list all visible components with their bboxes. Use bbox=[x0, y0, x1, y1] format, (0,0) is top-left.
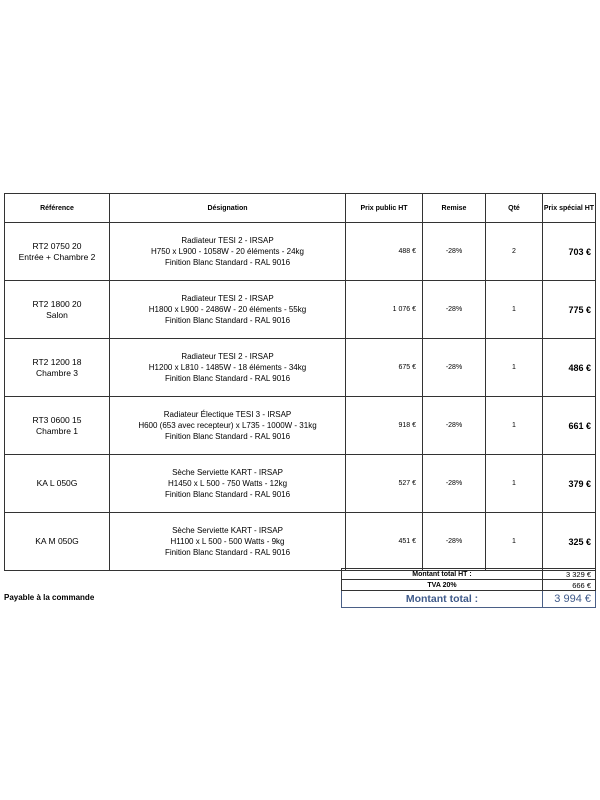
product-finish: Finition Blanc Standard - RAL 9016 bbox=[164, 490, 291, 499]
designation-cell bbox=[110, 455, 346, 513]
product-name: Radiateur Électique TESI 3 - IRSAP bbox=[163, 410, 292, 419]
product-specs: H1450 x L 500 - 750 Watts - 12kg bbox=[167, 479, 288, 488]
remise-cell: -28% bbox=[423, 455, 486, 513]
product-specs: H750 x L900 - 1058W - 20 éléments - 24kg bbox=[151, 247, 304, 256]
product-specs: H1100 x L 500 - 500 Watts - 9kg bbox=[170, 537, 285, 546]
reference-cell bbox=[5, 223, 110, 281]
product-specs: H600 (653 avec recepteur) x L735 - 1000W - 31kg bbox=[138, 421, 317, 430]
remise-cell: -28% bbox=[423, 397, 486, 455]
reference-code: RT2 1200 18 bbox=[32, 356, 82, 367]
reference-cell bbox=[5, 281, 110, 339]
grand-total-value: 3 994 € bbox=[543, 591, 596, 608]
total-ht-label: Montant total HT : bbox=[342, 569, 543, 580]
reference-room: Chambre 1 bbox=[35, 425, 79, 436]
table-row bbox=[5, 397, 596, 455]
reference-code: KA M 050G bbox=[35, 536, 79, 546]
reference-room: Chambre 3 bbox=[35, 367, 79, 378]
product-finish: Finition Blanc Standard - RAL 9016 bbox=[164, 258, 291, 267]
header-prix-public: Prix public HT bbox=[346, 194, 423, 223]
header-reference: Référence bbox=[5, 194, 110, 223]
designation-cell bbox=[110, 513, 346, 571]
header-qte: Qté bbox=[486, 194, 543, 223]
header-prix-special: Prix spécial HT bbox=[543, 194, 596, 223]
reference-room: Salon bbox=[46, 309, 68, 320]
table-header-row bbox=[5, 194, 596, 223]
prix-special-cell: 379 € bbox=[543, 455, 596, 513]
table-row bbox=[5, 281, 596, 339]
qte-cell: 1 bbox=[486, 339, 543, 397]
product-specs: H1200 x L810 - 1485W - 18 éléments - 34kg bbox=[148, 363, 307, 372]
product-finish: Finition Blanc Standard - RAL 9016 bbox=[164, 432, 291, 441]
prix-public-cell: 675 € bbox=[346, 339, 423, 397]
designation-cell bbox=[110, 281, 346, 339]
remise-cell: -28% bbox=[423, 281, 486, 339]
designation-cell bbox=[110, 339, 346, 397]
product-name: Radiateur TESI 2 - IRSAP bbox=[181, 352, 274, 361]
qte-cell: 1 bbox=[486, 513, 543, 571]
table-row bbox=[5, 455, 596, 513]
designation-cell bbox=[110, 397, 346, 455]
payment-terms: Payable à la commande bbox=[4, 593, 95, 602]
prix-public-cell: 527 € bbox=[346, 455, 423, 513]
qte-cell: 2 bbox=[486, 223, 543, 281]
qte-cell: 1 bbox=[486, 281, 543, 339]
grand-total-label: Montant total : bbox=[342, 591, 543, 608]
prix-special-cell: 486 € bbox=[543, 339, 596, 397]
table-row bbox=[5, 513, 596, 571]
reference-code: RT3 0600 15 bbox=[32, 414, 82, 425]
prix-special-cell: 775 € bbox=[543, 281, 596, 339]
prix-public-cell: 918 € bbox=[346, 397, 423, 455]
tva-label: TVA 20% bbox=[342, 580, 543, 591]
prix-special-cell: 661 € bbox=[543, 397, 596, 455]
tva-row bbox=[342, 580, 596, 591]
remise-cell: -28% bbox=[423, 223, 486, 281]
tva-value: 666 € bbox=[543, 580, 596, 591]
qte-cell: 1 bbox=[486, 397, 543, 455]
reference-code: KA L 050G bbox=[36, 478, 78, 488]
reference-cell bbox=[5, 397, 110, 455]
reference-cell bbox=[5, 455, 110, 513]
product-name: Sèche Serviette KART - IRSAP bbox=[172, 526, 283, 535]
grand-total-row bbox=[342, 591, 596, 608]
product-finish: Finition Blanc Standard - RAL 9016 bbox=[164, 374, 291, 383]
product-finish: Finition Blanc Standard - RAL 9016 bbox=[164, 316, 291, 325]
totals-table bbox=[341, 568, 596, 608]
reference-cell bbox=[5, 513, 110, 571]
reference-code: RT2 1800 20 bbox=[32, 298, 82, 309]
qte-cell: 1 bbox=[486, 455, 543, 513]
total-ht-value: 3 329 € bbox=[543, 569, 596, 580]
quote-table bbox=[4, 193, 596, 571]
reference-room: Entrée + Chambre 2 bbox=[18, 251, 96, 262]
remise-cell: -28% bbox=[423, 513, 486, 571]
reference-code: RT2 0750 20 bbox=[32, 240, 82, 251]
remise-cell: -28% bbox=[423, 339, 486, 397]
product-specs: H1800 x L900 - 2486W - 20 éléments - 55kg bbox=[148, 305, 307, 314]
prix-public-cell: 488 € bbox=[346, 223, 423, 281]
header-remise: Remise bbox=[423, 194, 486, 223]
header-designation: Désignation bbox=[110, 194, 346, 223]
reference-cell bbox=[5, 339, 110, 397]
prix-public-cell: 1 076 € bbox=[346, 281, 423, 339]
total-ht-row bbox=[342, 569, 596, 580]
prix-special-cell: 325 € bbox=[543, 513, 596, 571]
designation-cell bbox=[110, 223, 346, 281]
table-row bbox=[5, 223, 596, 281]
prix-special-cell: 703 € bbox=[543, 223, 596, 281]
product-finish: Finition Blanc Standard - RAL 9016 bbox=[164, 548, 291, 557]
product-name: Radiateur TESI 2 - IRSAP bbox=[181, 294, 274, 303]
product-name: Sèche Serviette KART - IRSAP bbox=[172, 468, 283, 477]
product-name: Radiateur TESI 2 - IRSAP bbox=[181, 236, 274, 245]
table-row bbox=[5, 339, 596, 397]
prix-public-cell: 451 € bbox=[346, 513, 423, 571]
